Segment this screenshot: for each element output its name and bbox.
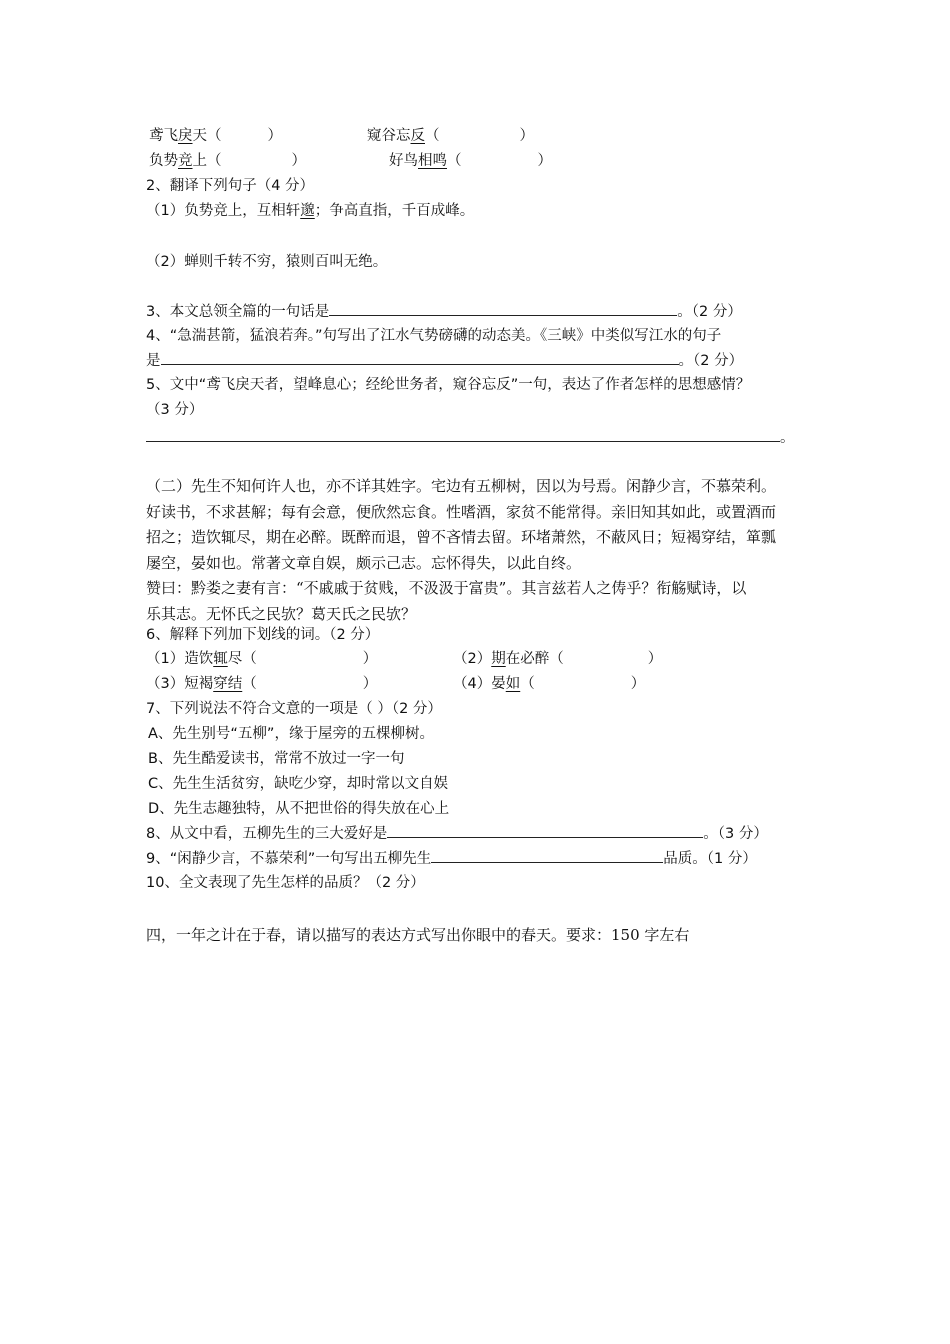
- passage-line: （二）先生不知何许人也，亦不详其姓字。宅边有五柳树，因以为号焉。闲静少言，不慕荣利。: [146, 477, 777, 495]
- q4-line-2: 是 。（2 分）: [146, 350, 743, 371]
- passage-line: 赞曰：黔娄之妻有言：“不戚戚于贫贱，不汲汲于富贵”。其言兹若人之俦乎？衔觞赋诗，以: [146, 579, 747, 597]
- vocab-text: 天（: [192, 128, 222, 144]
- vocab-text: 好鸟: [389, 153, 418, 169]
- passage: [146, 474, 816, 627]
- vocab-item-3: 负势竞上（ ）: [149, 153, 306, 169]
- q7-option-c[interactable]: C、先生生活贫穷，缺吃少穿，却时常以文自娱: [148, 776, 449, 792]
- section-4-prompt: 四，一年之计在于春，请以描写的表达方式写出你眼中的春天。要求：150 字左右: [146, 926, 690, 944]
- underlined-word: 期: [491, 651, 506, 667]
- q6-item-1: （1）造饮辄尽（ ）: [146, 651, 378, 667]
- answer-blank[interactable]: [431, 848, 663, 863]
- q7-option-a[interactable]: A、先生别号“五柳”，缘于屋旁的五棵柳树。: [148, 726, 434, 742]
- underlined-word: 邈: [300, 203, 315, 219]
- underlined-word: 戾: [178, 128, 193, 144]
- underlined-word: 穿结: [213, 676, 243, 692]
- q5-line-1: 5、文中“鸢飞戾天者，望峰息心；经纶世务者，窥谷忘反”一句，表达了作者怎样的思想感情？: [146, 377, 751, 393]
- vocab-text: 鸢飞: [149, 128, 178, 144]
- vocab-text: 负势: [149, 153, 178, 169]
- q5-answer-line: 。: [146, 427, 795, 448]
- underlined-word: 相鸣: [418, 153, 447, 169]
- answer-blank[interactable]: [387, 823, 703, 838]
- q6-title: 6、解释下列加下划线的词。（2 分）: [146, 627, 380, 643]
- underlined-word: 竞: [178, 153, 193, 169]
- passage-line: 屡空，晏如也。常著文章自娱，颇示己志。忘怀得失，以此自终。: [146, 553, 582, 572]
- underlined-word: 反: [410, 128, 425, 144]
- passage-line: 好读书，不求甚解；每有会意，便欣然忘食。性嗜酒，家贫不能常得。亲旧知其如此，或置酒而: [146, 502, 777, 521]
- q5-line-2: （3 分）: [146, 402, 204, 418]
- vocab-text: 窥谷忘: [367, 128, 411, 144]
- q4-line-1: 4、“急湍甚箭，猛浪若奔。”句写出了江水气势磅礴的动态美。《三峡》中类似写江水的句子: [146, 328, 722, 344]
- vocab-text: （: [447, 153, 462, 169]
- answer-blank[interactable]: [146, 427, 780, 442]
- q7-option-d[interactable]: D、先生志趣独特，从不把世俗的得失放在心上: [148, 801, 450, 817]
- answer-blank[interactable]: [329, 301, 677, 316]
- q9: 9、“闲静少言，不慕荣利”一句写出五柳先生 品质。（1 分）: [146, 848, 757, 869]
- q2-sentence-1: （1）负势竞上，互相轩邈；争高直指，千百成峰。: [146, 203, 475, 219]
- q3: 3、本文总领全篇的一句话是 。（2 分）: [146, 301, 742, 322]
- underlined-word: 如: [505, 676, 521, 692]
- passage-line: 招之；造饮辄尽，期在必醉。既醉而退，曾不吝情去留。环堵萧然，不蔽风日；短褐穿结，箪瓢: [146, 528, 777, 546]
- q6-item-3: （3）短褐穿结（ ）: [146, 676, 378, 692]
- q7-option-b[interactable]: B、先生酷爱读书，常常不放过一字一句: [148, 751, 405, 767]
- q8: 8、从文中看，五柳先生的三大爱好是 。（3 分）: [146, 823, 768, 844]
- q7-title: 7、下列说法不符合文意的一项是（ ）（2 分）: [146, 701, 442, 717]
- q2-sentence-2: （2）蝉则千转不穷，猿则百叫无绝。: [146, 254, 388, 270]
- q6-item-2: （2）期在必醉（ ）: [453, 651, 663, 667]
- vocab-text: （: [425, 128, 440, 144]
- vocab-item-4: 好鸟相鸣（ ）: [389, 153, 552, 169]
- q10: 10、全文表现了先生怎样的品质？（2 分）: [146, 875, 425, 891]
- q6-item-4: （4）晏如（ ）: [453, 676, 646, 692]
- vocab-item-2: 窥谷忘反（ ）: [367, 128, 534, 144]
- answer-blank[interactable]: [161, 350, 679, 365]
- underlined-word: 辄: [213, 651, 228, 667]
- q2-title: 2、翻译下列句子（4 分）: [146, 178, 315, 194]
- vocab-item-1: 鸢飞戾天（ ）: [149, 128, 282, 144]
- vocab-text: 上（: [192, 153, 222, 169]
- passage-line: 乐其志。无怀氏之民欤？葛天氏之民欤？: [146, 604, 417, 623]
